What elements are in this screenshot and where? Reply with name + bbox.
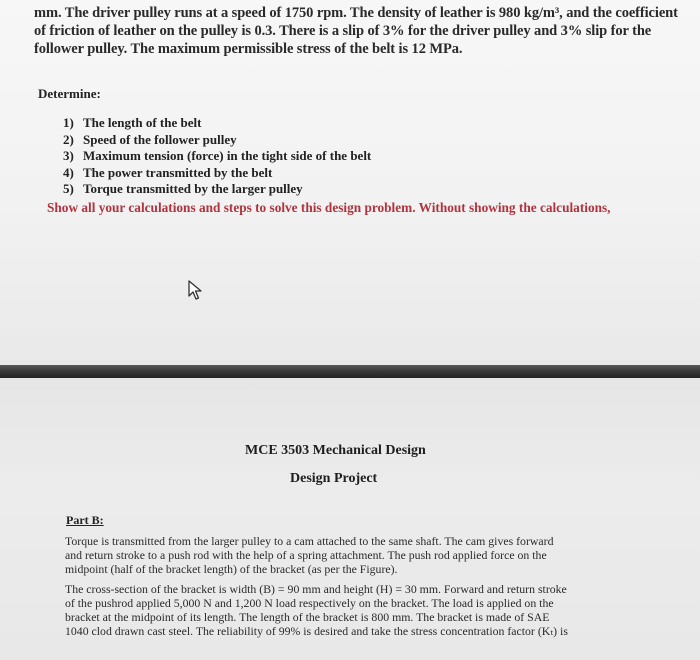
paragraph-2-line: The cross-section of the bracket is width (B) = 90 mm and height (H) = 30 mm. Forward and return stroke — [65, 582, 567, 596]
part-label: Part B: — [66, 513, 104, 527]
intro-line-1: mm. The driver pulley runs at a speed of 1750 rpm. The density of leather is 980 kg/m³, and the coefficient — [34, 5, 678, 21]
question-item — [63, 133, 237, 146]
page-divider-band — [0, 365, 700, 378]
question-number: 3) — [63, 148, 74, 163]
project-title: Design Project — [290, 471, 378, 486]
question-text: The length of the belt — [83, 115, 202, 130]
question-number: 5) — [63, 181, 74, 196]
course-title: MCE 3503 Mechanical Design — [245, 443, 426, 458]
question-text: Speed of the follower pulley — [83, 132, 237, 147]
mouse-pointer-icon — [187, 279, 205, 301]
determine-label: Determine: — [38, 86, 101, 101]
intro-line-2: of friction of leather on the pulley is 0.3. There is a slip of 3% for the driver pulley and 3% slip for the — [34, 23, 652, 39]
question-item — [63, 116, 201, 129]
bottom-document-page — [0, 378, 700, 660]
paragraph-2-line: of the pushrod applied 5,000 N and 1,200 N load respectively on the bracket. The load is applied on the — [65, 596, 554, 610]
paragraph-2-line: 1040 clod drawn cast steel. The reliability of 99% is desired and take the stress concentration factor (Kₜ) is — [65, 624, 568, 638]
paragraph-1-line: midpoint (half of the bracket length) of the bracket (as per the Figure). — [65, 562, 398, 576]
paragraph-2-line: bracket at the midpoint of its length. The length of the bracket is 800 mm. The bracket is made of SAE — [65, 610, 550, 624]
question-item — [63, 149, 371, 162]
question-text: Maximum tension (force) in the tight side of the belt — [83, 148, 372, 163]
question-text: The power transmitted by the belt — [83, 165, 273, 180]
question-item — [63, 182, 303, 195]
question-text: Torque transmitted by the larger pulley — [83, 181, 303, 196]
question-item — [63, 166, 272, 179]
question-number: 2) — [63, 132, 74, 147]
instruction-note: Show all your calculations and steps to solve this design problem. Without showing the calculations, — [47, 200, 611, 215]
question-number: 4) — [63, 165, 74, 180]
question-number: 1) — [63, 115, 74, 130]
paragraph-1-line: Torque is transmitted from the larger pulley to a cam attached to the same shaft. The cam gives forward — [65, 534, 554, 548]
paragraph-1-line: and return stroke to a push rod with the help of a spring attachment. The push rod applied force on the — [65, 548, 547, 562]
intro-line-3: follower pulley. The maximum permissible stress of the belt is 12 MPa. — [34, 41, 463, 57]
